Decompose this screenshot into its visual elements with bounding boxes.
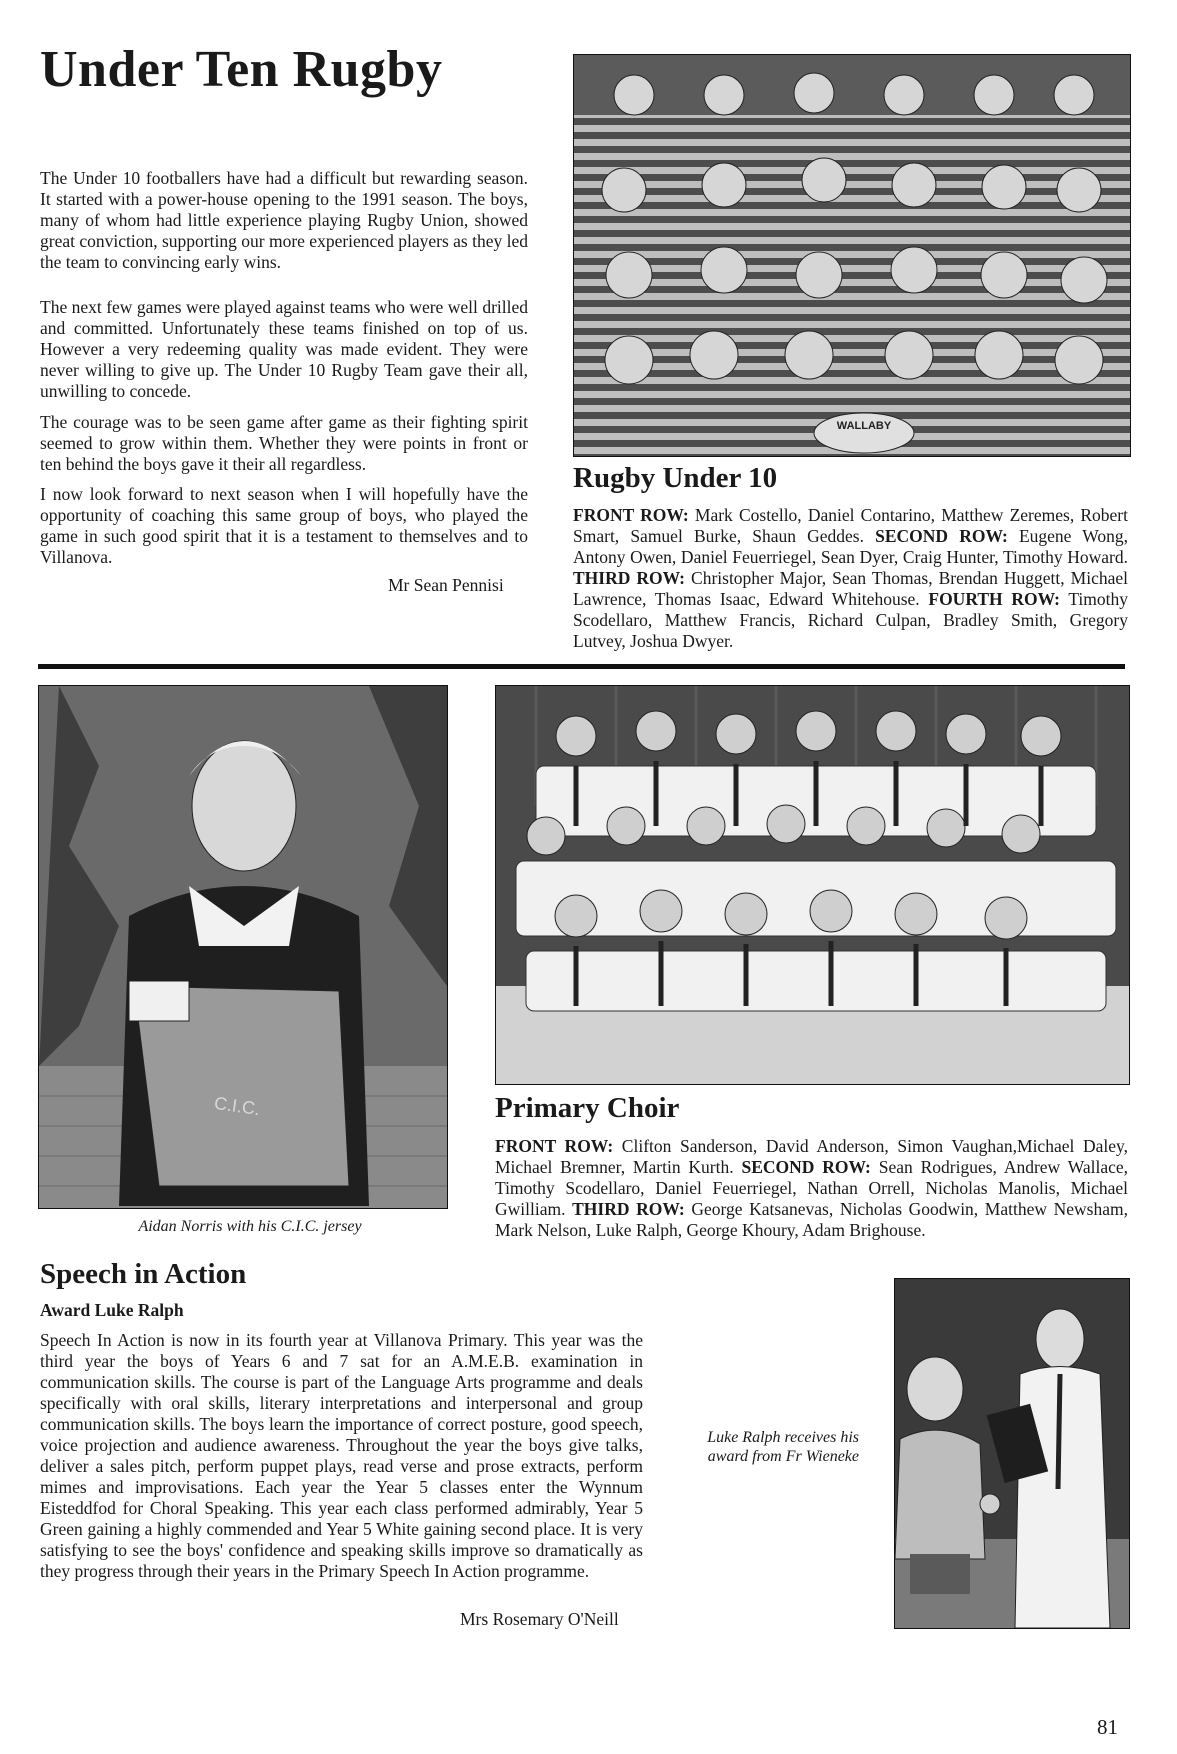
jersey-label: C.I.C. bbox=[212, 1092, 262, 1120]
rugby-second-row-names: Eugene Wong, Antony Owen, Daniel Feuerriegel, Sean Dyer, Craig Hunter, Timothy Howard. bbox=[573, 526, 1128, 567]
speech-body: Speech In Action is now in its fourth year at Villanova Primary. This year was the third year the boys of Years 6 and 7 sat for an A.M.E.B. examination in communication skills. The course is part of the Language Arts programme and deals specifically with oral skills, literary interpretations and interpersonal and group communication skills. The boys learn the importance of correct posture, good speech, voice projection and audience awareness. Throughout the year the boys give talks, deliver a sales pitch, perform puppet plays, read verse and prose extracts, perform mimes and improvisations. Each year the Year 5 classes enter the Wynnum Eisteddfod for Choral Speaking. This year each class performed admirably, Year 5 Green gaining a highly commended and Year 5 White gaining second place. It is very satisfying to see the boys' confidence and speaking skills improve so dramatically as they progress through their years in the Primary Speech In Action programme. bbox=[40, 1330, 643, 1581]
rugby-team-photo bbox=[573, 54, 1131, 457]
choir-front-row-names: Clifton Sanderson, David Anderson, Simon Vaughan,Michael Daley, Michael Bremner, Martin Kurth. bbox=[495, 1136, 1128, 1177]
rugby-front-row-label: FRONT ROW: bbox=[573, 505, 689, 525]
rugby-third-row-names: Christopher Major, Sean Thomas, Brendan Huggett, Michael Lawrence, Thomas Isaac, Edward Whitehouse. bbox=[573, 568, 1128, 609]
rugby-paragraph-4: I now look forward to next season when I will hopefully have the opportunity of coaching this same group of boys, who played the game in such good spirit that it is a testament to themselves and to Villanova. bbox=[40, 484, 528, 567]
rugby-third-row-label: THIRD ROW: bbox=[573, 568, 685, 588]
choir-second-row-label: SECOND ROW: bbox=[741, 1157, 871, 1177]
section-divider bbox=[38, 664, 1125, 669]
rugby-photo-caption bbox=[573, 505, 1128, 652]
speech-signature: Mrs Rosemary O'Neill bbox=[460, 1609, 619, 1629]
rugby-second-row-label: SECOND ROW: bbox=[875, 526, 1008, 546]
choir-front-row-label: FRONT ROW: bbox=[495, 1136, 614, 1156]
page-number: 81 bbox=[1097, 1715, 1118, 1739]
rugby-fourth-row-names: Timothy Scodellaro, Matthew Francis, Richard Culpan, Bradley Smith, Gregory Lutvey, Joshua Dwyer. bbox=[573, 589, 1129, 651]
rugby-paragraph-3: The courage was to be seen game after game as their fighting spirit seemed to grow within them. Whether they were points in front or ten behind the boys gave it their all regardless. bbox=[40, 412, 528, 474]
rugby-front-row-names: Mark Costello, Daniel Contarino, Matthew Zeremes, Robert Smart, Samuel Burke, Shaun Geddes. bbox=[573, 505, 1128, 546]
choir-caption-title: Primary Choir bbox=[495, 1092, 680, 1124]
choir-third-row-label: THIRD ROW: bbox=[572, 1199, 685, 1219]
rugby-fourth-row-label: FOURTH ROW: bbox=[928, 589, 1060, 609]
choir-third-row-names: George Katsanevas, Nicholas Goodwin, Matthew Newsham, Mark Nelson, Luke Ralph, George Khoury, Adam Brighouse. bbox=[495, 1199, 1128, 1240]
choir-caption bbox=[495, 1136, 1128, 1241]
article-title-rugby: Under Ten Rugby bbox=[40, 41, 443, 98]
speech-title: Speech in Action bbox=[40, 1258, 247, 1290]
primary-choir-photo bbox=[495, 685, 1130, 1085]
aidan-photo-caption: Aidan Norris with his C.I.C. jersey bbox=[138, 1218, 362, 1235]
luke-ralph-award-photo bbox=[894, 1278, 1130, 1629]
choir-second-row-names: Sean Rodrigues, Andrew Wallace, Timothy Scodellaro, Daniel Feuerriegel, Nathan Orrell, Nicholas Manolis, Michael Gwilliam. bbox=[495, 1157, 1129, 1219]
rugby-photo-caption-title: Rugby Under 10 bbox=[573, 462, 778, 494]
ball-label: WALLABY bbox=[836, 420, 892, 432]
speech-subtitle: Award Luke Ralph bbox=[40, 1300, 184, 1320]
aidan-norris-photo bbox=[38, 685, 448, 1209]
rugby-paragraph-1: The Under 10 footballers have had a difficult but rewarding season. It started with a power-house opening to the 1991 season. The boys, many of whom had little experience playing Rugby Union, showed great conviction, supporting our more experienced players as they led the team to convincing early wins. bbox=[40, 168, 528, 272]
luke-ralph-photo-caption: Luke Ralph receives his award from Fr Wieneke bbox=[707, 1429, 859, 1465]
rugby-signature: Mr Sean Pennisi bbox=[388, 575, 504, 595]
rugby-paragraph-2: The next few games were played against teams who were well drilled and committed. Unfortunately these teams finished on top of us. However a very redeeming quality was made evident. They were never willing to give up. The Under 10 Rugby Team gave their all, unwilling to concede. bbox=[40, 297, 528, 401]
